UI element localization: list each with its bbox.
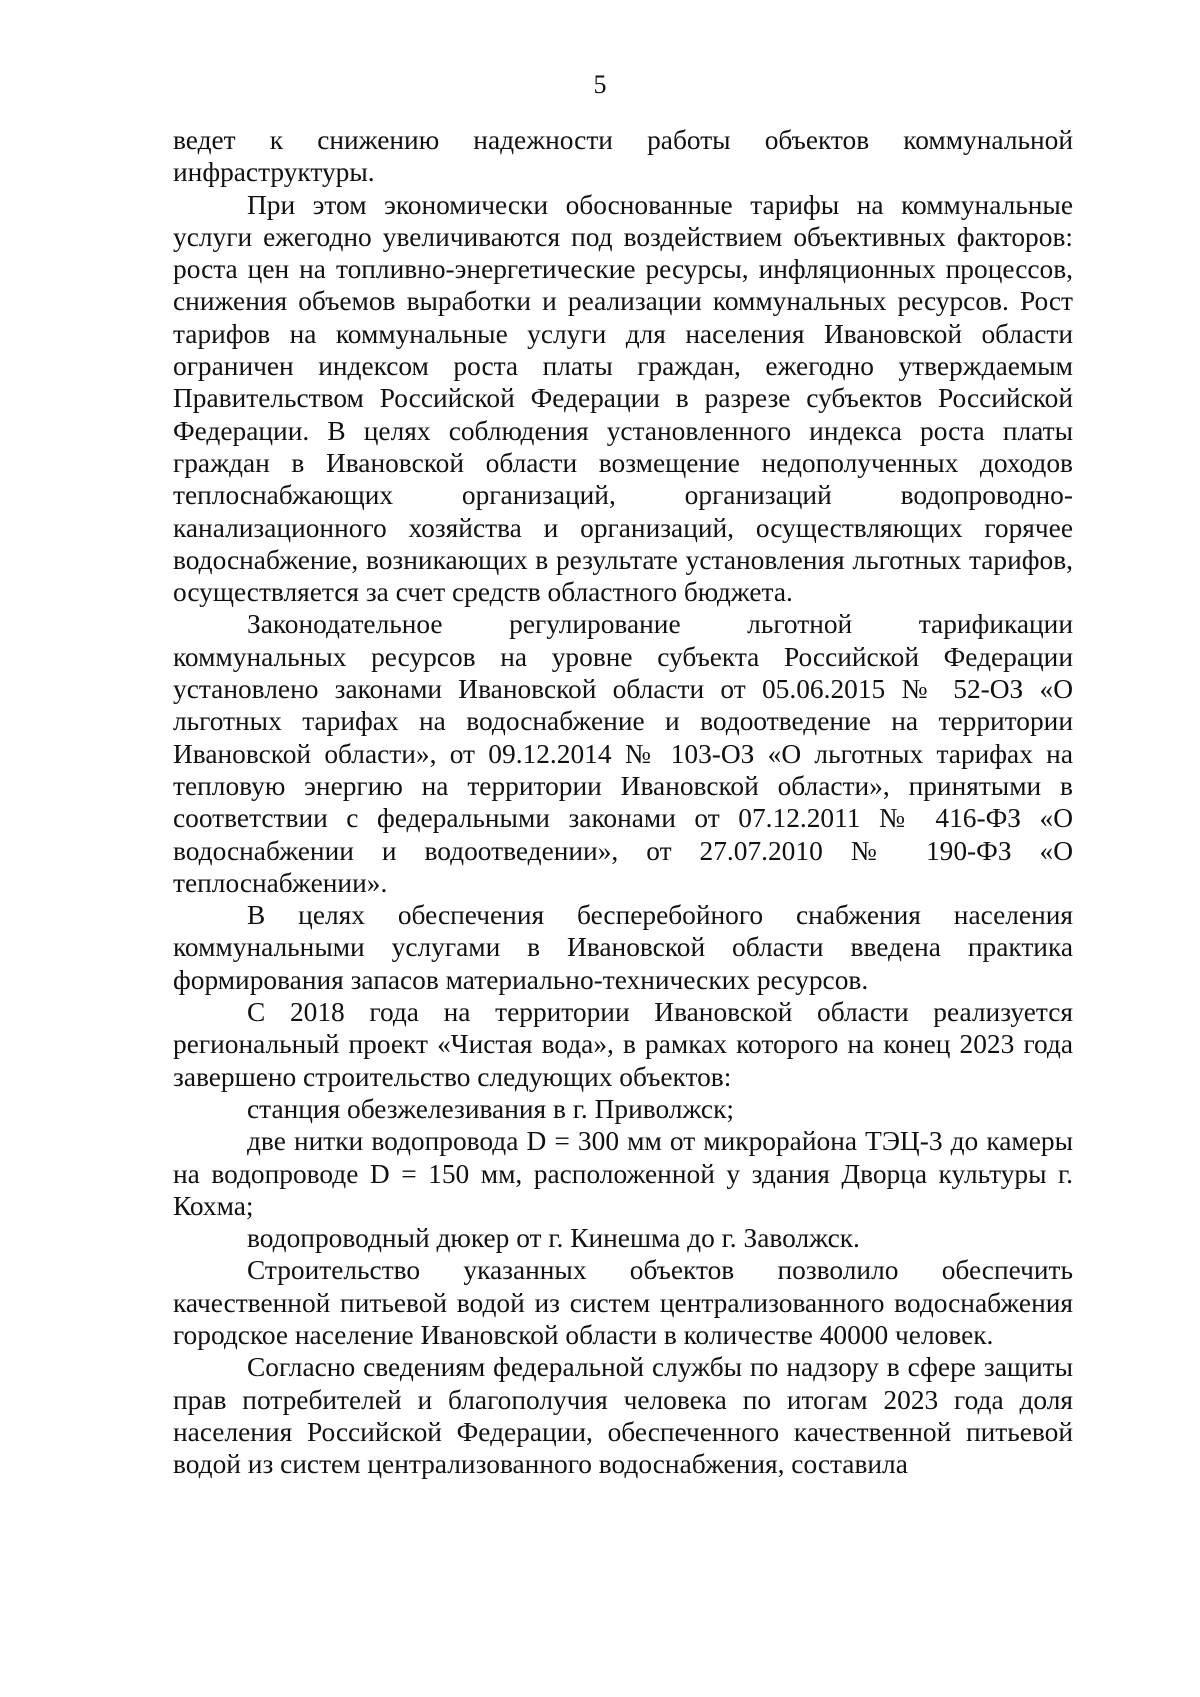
paragraph-material-reserves: В целях обеспечения бесперебойного снабжения населения коммунальными услугами в Ивановской области введена практика формирования запасов материально-технических ресурсов.	[173, 900, 1073, 995]
paragraph-federal-service: Согласно сведениям федеральной службы по надзору в сфере защиты прав потребителей и благополучия человека по итогам 2023 года доля населения Российской Федерации, обеспеченного качественной питьевой водой из систем централизованного водоснабжения, составила	[173, 1352, 1073, 1480]
page-number: 5	[593, 70, 607, 99]
paragraph-tariffs: При этом экономически обоснованные тарифы на коммунальные услуги ежегодно увеличиваются под воздействием объективных факторов: роста цен на топливно-энергетические ресурсы, инфляционных процессов, снижения объемов выработки и реализации коммунальных ресурсов. Рост тарифов на коммунальные услуги для населения Ивановской области ограничен индексом роста платы граждан, ежегодно утверждаемым Правительством Российской Федерации в разрезе субъектов Российской Федерации. В целях соблюдения установленного индекса роста платы граждан в Ивановской области возмещение недополученных доходов теплоснабжающих организаций, организаций водопроводно-канализационного хозяйства и организаций, осуществляющих горячее водоснабжение, возникающих в результате установления льготных тарифов, осуществляется за счет средств областного бюджета.	[173, 189, 1073, 608]
list-item: станция обезжелезивания в г. Приволжск;	[247, 1093, 734, 1124]
list-item: водопроводный дюкер от г. Кинешма до г. Заволжск.	[247, 1223, 860, 1254]
paragraph-clean-water-project: С 2018 года на территории Ивановской области реализуется региональный проект «Чистая вода», в рамках которого на конец 2023 года завершено строительство следующих объектов:	[173, 997, 1073, 1092]
paragraph-construction-result: Строительство указанных объектов позволило обеспечить качественной питьевой водой из систем централизованного водоснабжения городское население Ивановской области в количестве 40000 человек.	[173, 1255, 1073, 1350]
list-item: две нитки водопровода D = 300 мм от микрорайона ТЭЦ-3 до камеры на водопроводе D = 150 мм, расположенной у здания Дворца культуры г. Кохма;	[173, 1126, 1073, 1221]
paragraph-continuation: ведет к снижению надежности работы объектов коммунальной инфраструктуры.	[173, 125, 1073, 188]
document-body	[173, 124, 1073, 1480]
paragraph-legislation: Законодательное регулирование льготной тарификации коммунальных ресурсов на уровне субъекта Российской Федерации установлено законами Ивановской области от 05.06.2015 № 52-ОЗ «О льготных тарифах на водоснабжение и водоотведение на территории Ивановской области», от 09.12.2014 № 103-ОЗ «О льготных тарифах на тепловую энергию на территории Ивановской области», принятыми в соответствии с федеральными законами от 07.12.2011 № 416-ФЗ «О водоснабжении и водоотведении», от 27.07.2010 № 190-ФЗ «О теплоснабжении».	[173, 609, 1073, 898]
